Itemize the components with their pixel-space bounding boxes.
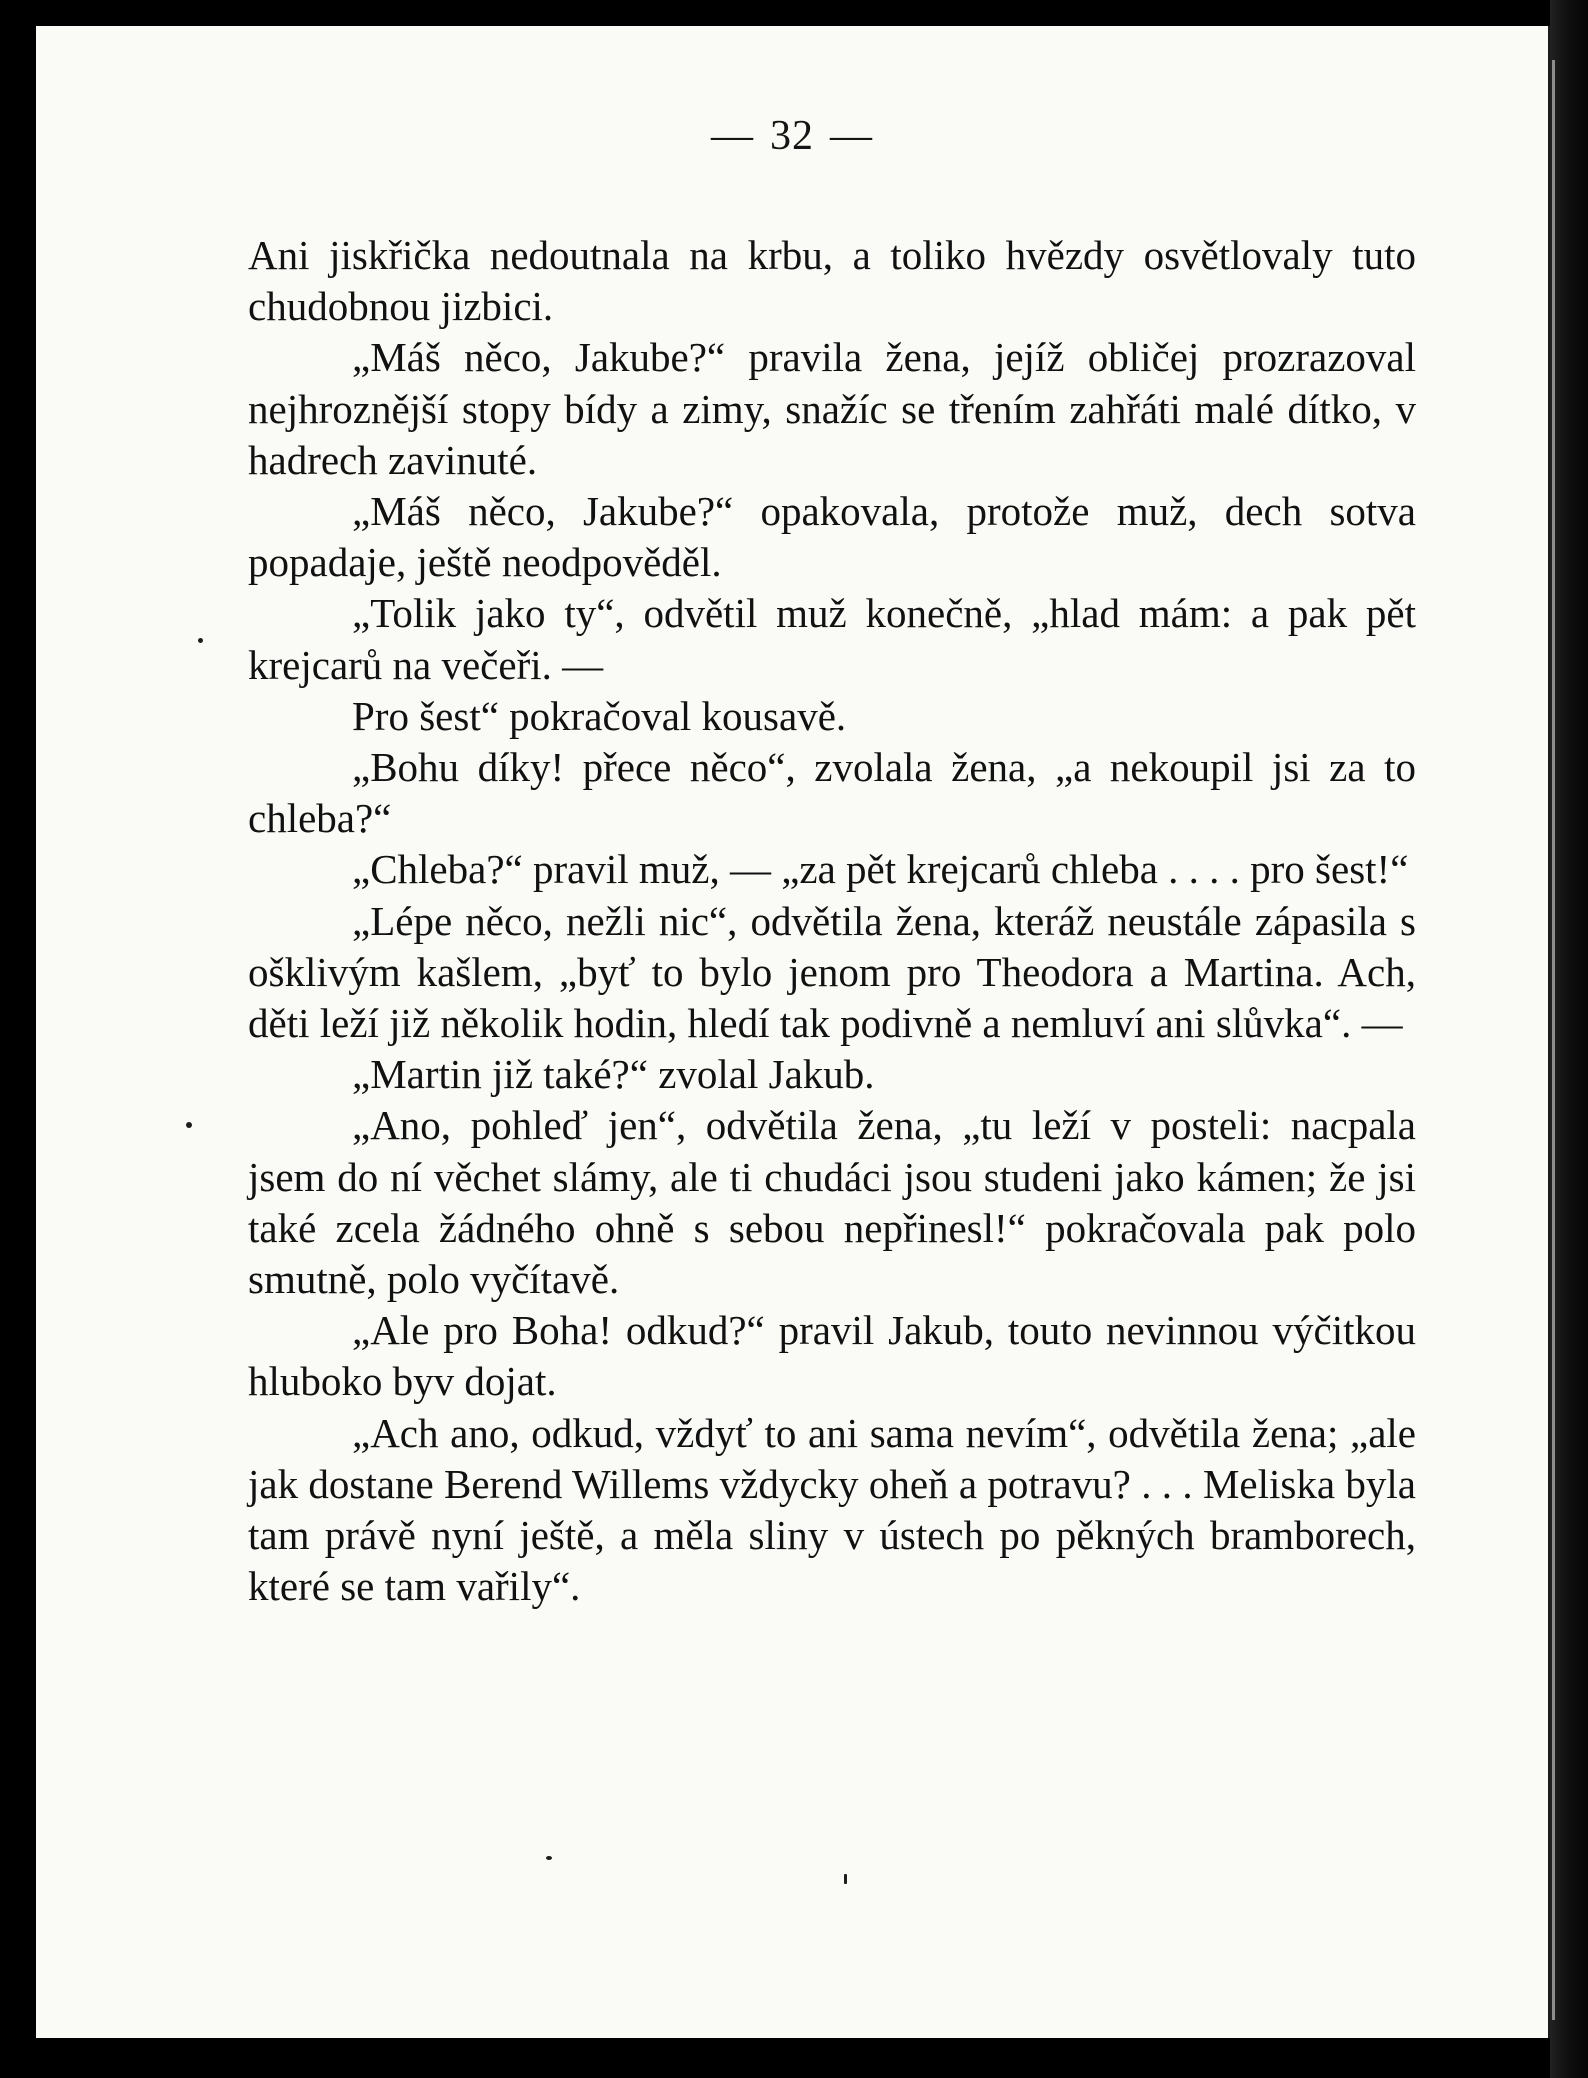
paragraph: „Lépe něco, nežli nic“, odvětila žena, kteráž neustále zápasila s ošklivým kašlem, „byť to bylo jenom pro Theodora a Martina. Ach, děti leží již několik hodin, hledí tak podivně a nemluví ani slůvka“. —	[248, 897, 1416, 1047]
page-number: 32	[770, 113, 814, 159]
scan-speck	[198, 638, 203, 643]
paragraph: „Tolik jako ty“, odvětil muž konečně, „hlad mám: a pak pět krejcarů na večeři. —	[248, 590, 1416, 688]
page-header	[36, 112, 1548, 160]
scan-edge-line	[1552, 60, 1555, 2020]
paragraph: Ani jiskřička nedoutnala na krbu, a toliko hvězdy osvětlovaly tuto chudobnou jizbici.	[248, 232, 1416, 330]
paragraph: „Ale pro Boha! odkud?“ pravil Jakub, touto nevinnou výčitkou hluboko byv dojat.	[248, 1307, 1416, 1405]
scan-speck	[186, 1122, 192, 1128]
header-right-dash: —	[830, 113, 873, 159]
paragraph: „Martin již také?“ zvolal Jakub.	[352, 1051, 875, 1098]
paragraph: „Ach ano, odkud, vždyť to ani sama nevím“, odvětila žena; „ale jak dostane Berend Willems vždycky oheň a potravu? . . . Meliska byla tam právě nyní ještě, a měla sliny v ústech po pěkných bramborech, které se tam vařily“.	[248, 1409, 1416, 1610]
paragraph: „Chleba?“ pravil muž, — „za pět krejcarů chleba . . . . pro šest!“	[352, 846, 1409, 893]
paragraph: „Bohu díky! přece něco“, zvolala žena, „a nekoupil jsi za to chleba?“	[248, 744, 1416, 842]
body-text	[248, 230, 1416, 1612]
scan-right-border	[1550, 0, 1588, 2078]
scan-speck	[844, 1874, 847, 1884]
paragraph: „Ano, pohleď jen“, odvětila žena, „tu leží v posteli: nacpala jsem do ní věchet slámy, ale ti chudáci jsou studeni jako kámen; že jsi také zcela žádného ohně s sebou nepřinesl!“ pokračovala pak polo smutně, polo vyčítavě.	[248, 1102, 1416, 1303]
paragraph: „Máš něco, Jakube?“ opakovala, protože muž, dech sotva popadaje, ještě neodpověděl.	[248, 488, 1416, 586]
scan-speck	[546, 1856, 552, 1860]
scanned-page	[36, 26, 1552, 2038]
header-left-dash: —	[711, 113, 754, 159]
paragraph: „Máš něco, Jakube?“ pravila žena, jejíž obličej prozrazoval nejhroznější stopy bídy a zimy, snažíc se třením zahřáti malé dítko, v hadrech zavinuté.	[248, 334, 1416, 483]
paragraph: Pro šest“ pokračoval kousavě.	[352, 692, 847, 739]
